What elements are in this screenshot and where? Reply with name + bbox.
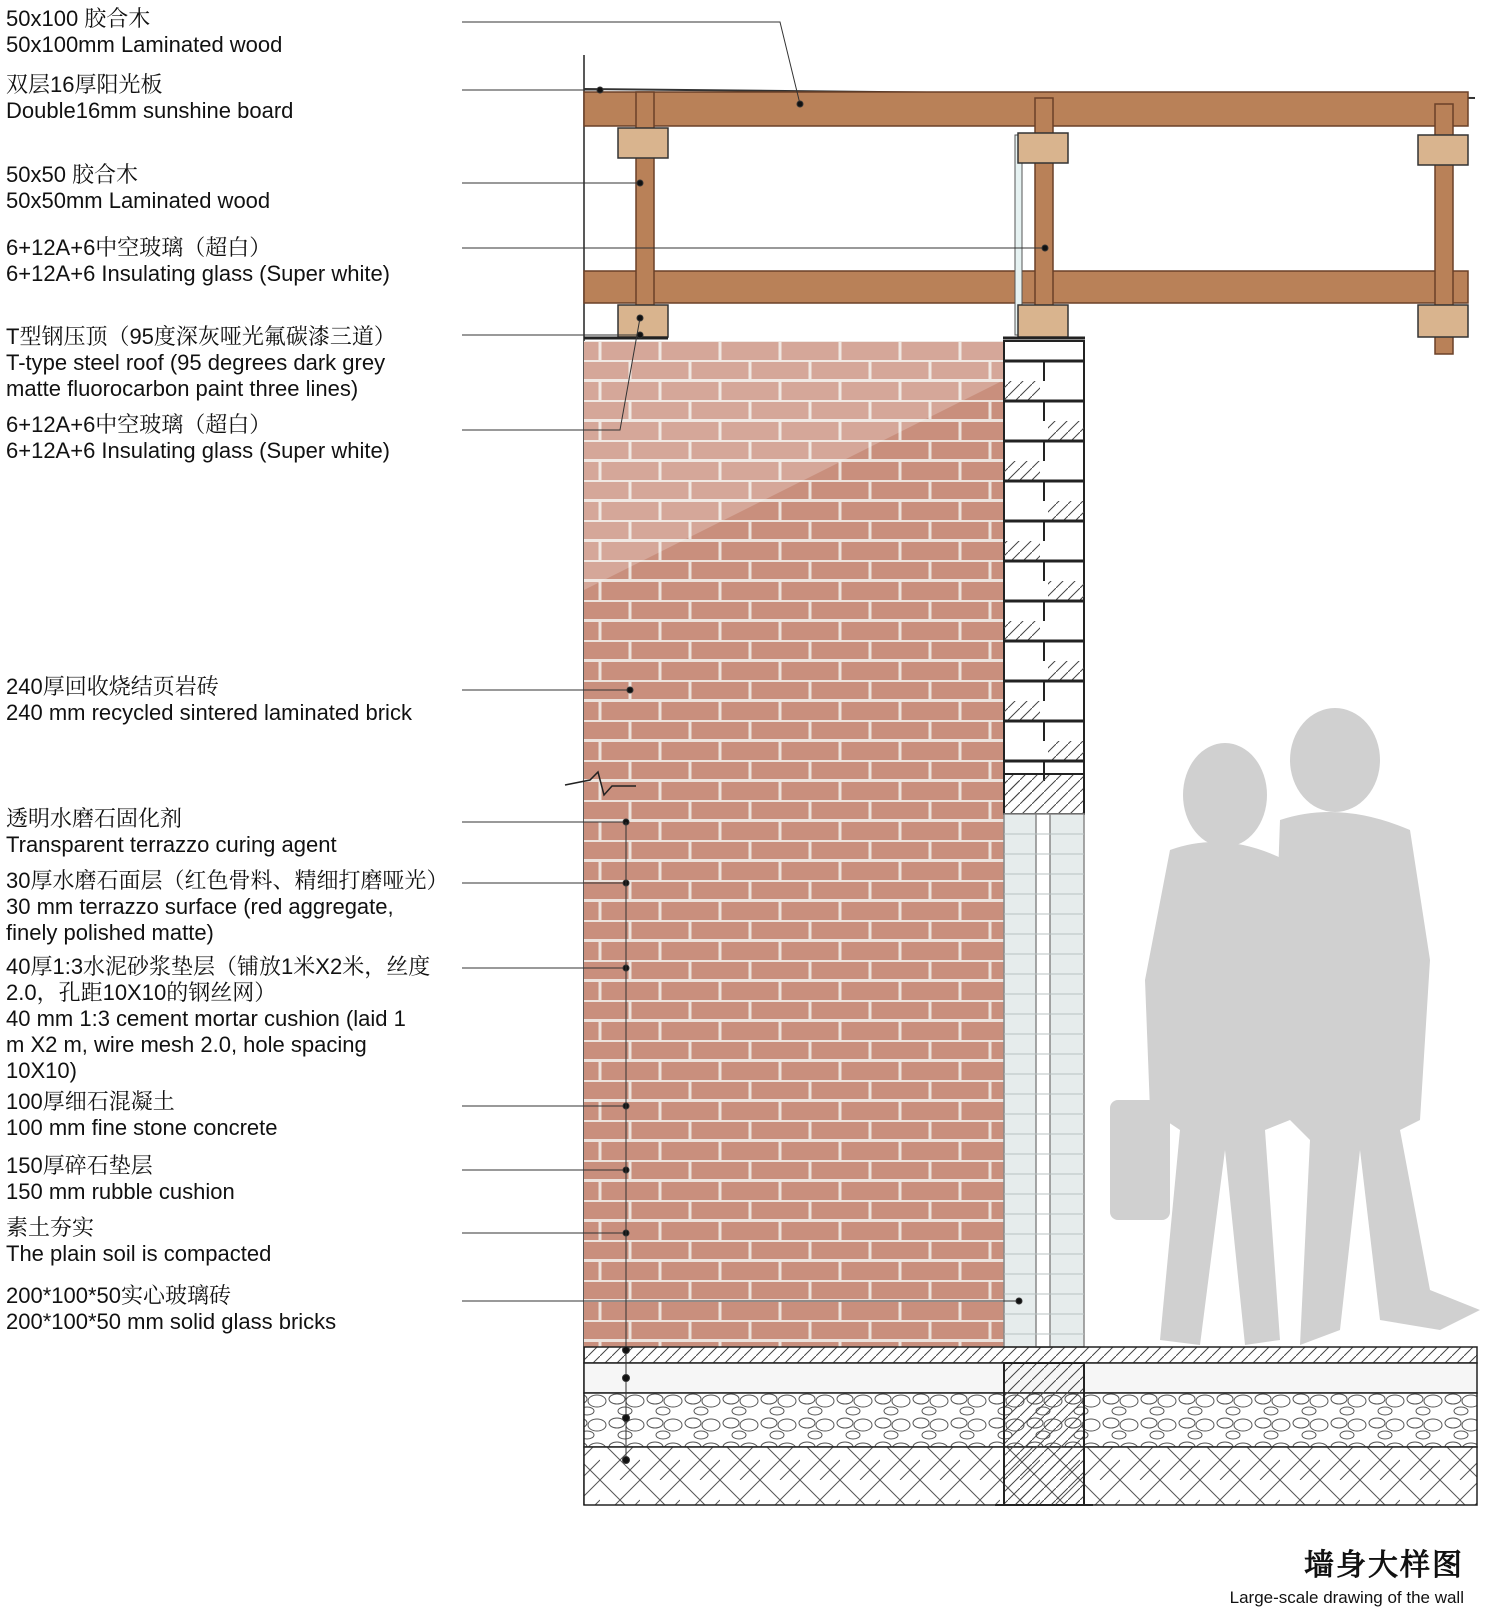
annotation-label-en: 200*100*50 mm solid glass bricks: [6, 1309, 337, 1334]
floor-layer-dot: [623, 1347, 630, 1354]
purlin-5: [1018, 305, 1068, 337]
annotation-label: [6, 412, 390, 464]
annotation-label-en: 6+12A+6 Insulating glass (Super white): [6, 438, 391, 463]
annotation-label-cn: T型钢压顶（95度深灰哑光氟碳漆三道）: [6, 324, 396, 349]
leader-dot: [797, 101, 803, 107]
annotation-label-en: 6+12A+6 Insulating glass (Super white): [6, 261, 391, 286]
top-beam: [584, 92, 1468, 126]
annotation-label: [6, 72, 293, 124]
annotation-label-cn: 6+12A+6中空玻璃（超白）: [6, 235, 272, 260]
annotation-label-en: Transparent terrazzo curing agent: [6, 832, 337, 857]
section-hatch: [1048, 581, 1084, 601]
annotation-label: [6, 235, 390, 287]
annotation-label-en: 100 mm fine stone concrete: [6, 1115, 278, 1140]
annotation-label-en: 240 mm recycled sintered laminated brick: [6, 700, 412, 725]
annotation-label: [6, 6, 282, 58]
annotation-label-cn: 50x100 胶合木: [6, 6, 151, 31]
glass-brick-column: [1004, 814, 1084, 1347]
purlin-1: [618, 128, 668, 158]
annotation-label-en: The plain soil is compacted: [6, 1241, 272, 1266]
annotation-label: [6, 1089, 277, 1141]
terrazzo-layer: [584, 1347, 1477, 1363]
annotation-label-en: 50x100mm Laminated wood: [6, 32, 283, 57]
annotation-label-en: 40 mm 1:3 cement mortar cushion (laid 1 m X2 m, wire mesh 2.0, hole spacing 10X10): [6, 1006, 406, 1083]
annotation-label-cn: 6+12A+6中空玻璃（超白）: [6, 412, 272, 437]
annotation-label-cn: 240厚回收烧结页岩砖: [6, 674, 219, 699]
brick-section-column: [1004, 341, 1084, 814]
annotation-label-cn: 150厚碎石垫层: [6, 1153, 153, 1178]
section-hatch: [1048, 421, 1084, 441]
leader-dot: [1016, 1298, 1022, 1304]
leader-dot: [637, 180, 643, 186]
annotation-label: [6, 954, 430, 1084]
mid-beam: [584, 271, 1468, 303]
annotation-label-en: 30 mm terrazzo surface (red aggregate, finely polished matte): [6, 894, 394, 945]
annotation-label-cn: 透明水磨石固化剂: [6, 806, 183, 831]
ground-layers: [584, 1347, 1477, 1505]
floor-layer-dot: [623, 1415, 630, 1422]
annotation-label-en: 150 mm rubble cushion: [6, 1179, 235, 1204]
annotation-label-en: T-type steel roof (95 degrees dark grey matte fluorocarbon paint three lines): [6, 350, 386, 401]
leader-dot: [627, 687, 633, 693]
annotation-label: [6, 162, 270, 214]
leader-dot: [1042, 245, 1048, 251]
section-hatch: [1004, 701, 1040, 721]
annotation-label-en: 50x50mm Laminated wood: [6, 188, 271, 213]
drawing-title-cn: 墙身大样图: [1304, 1549, 1464, 1582]
foundation: [1004, 1363, 1084, 1505]
drawing-title-en: Large-scale drawing of the wall: [1229, 1588, 1464, 1607]
section-hatch: [1004, 621, 1040, 641]
annotation-label: [6, 1283, 336, 1335]
leader-dot: [637, 315, 643, 321]
annotation-label-en: Double16mm sunshine board: [6, 98, 294, 123]
annotation-label: [6, 806, 337, 858]
section-hatch: [1004, 461, 1040, 481]
leader-dot: [597, 87, 603, 93]
purlin-4: [618, 305, 668, 337]
annotation-label-cn: 200*100*50实心玻璃砖: [6, 1283, 232, 1308]
annotation-label-cn: 100厚细石混凝土: [6, 1089, 175, 1114]
section-hatch: [1048, 661, 1084, 681]
annotation-label: [6, 1153, 235, 1205]
section-hatch: [1004, 541, 1040, 561]
annotation-label-cn: 30厚水磨石面层（红色骨料、精细打磨哑光）: [6, 868, 449, 893]
floor-layer-dot: [623, 1457, 630, 1464]
annotation-label: [6, 324, 396, 402]
annotation-label-cn: 50x50 胶合木: [6, 162, 139, 187]
annotation-label: [6, 868, 448, 946]
people-silhouette: [1110, 708, 1480, 1345]
purlin-3: [1418, 135, 1468, 165]
annotation-label-cn: 素土夯实: [6, 1215, 95, 1240]
annotation-label-cn: 40厚1:3水泥砂浆垫层（铺放1米X2米，丝度 2.0，孔距10X10的钢丝网）: [6, 954, 431, 1005]
leader-dot: [637, 332, 643, 338]
roof-structure: [584, 89, 1475, 354]
floor-layer-dot: [623, 1375, 630, 1382]
purlin-2: [1018, 133, 1068, 163]
section-hatch: [1048, 501, 1084, 521]
section-hatch: [1004, 381, 1040, 401]
purlin-6: [1418, 305, 1468, 337]
annotation-label: [6, 674, 412, 726]
annotation-label-cn: 双层16厚阳光板: [6, 72, 163, 97]
section-hatch: [1048, 741, 1084, 761]
annotation-label: [6, 1215, 271, 1267]
